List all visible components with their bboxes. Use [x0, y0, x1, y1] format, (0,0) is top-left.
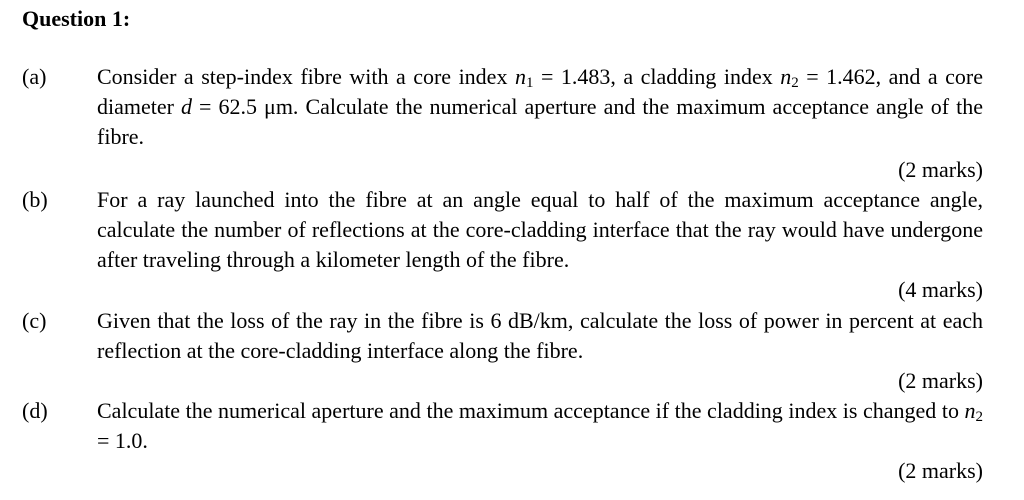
marks-b: (4 marks) — [898, 277, 983, 302]
variable-n2: n — [964, 398, 976, 423]
part-text: For a ray launched into the fibre at an angle equal to half of the maximum acceptance angle, calculate the number of reflections at the core-cladding interface that the ray would have undergone after traveling through a kilometer length of the fibre. — [97, 187, 983, 272]
marks-c: (2 marks) — [898, 368, 983, 393]
text-segment: = 1.483, a cladding index — [533, 64, 781, 89]
subscript: 1 — [525, 75, 534, 91]
subscript: 2 — [791, 75, 799, 91]
variable-n1: n — [514, 64, 526, 89]
part-text — [97, 396, 983, 456]
text-segment: Consider a step-index fibre with a core index — [97, 64, 515, 89]
marks-d: (2 marks) — [898, 458, 983, 483]
text-segment: = 62.5 μm. Calculate the numerical aperture and the maximum acceptance angle of the fibre. — [97, 94, 983, 149]
part-label: (c) — [22, 308, 47, 333]
part-text — [97, 62, 983, 152]
subscript: 2 — [975, 409, 983, 425]
part-label: (d) — [22, 398, 48, 423]
text-segment: = 1.0. — [97, 428, 148, 453]
text-segment: = 1.462, and a core diameter — [97, 64, 984, 119]
question-title: Question 1: — [22, 6, 131, 31]
part-label: (a) — [22, 64, 47, 89]
text-segment: Calculate the numerical aperture and the maximum acceptance if the cladding index is changed to — [97, 398, 965, 423]
marks-a: (2 marks) — [898, 157, 983, 182]
variable-d: d — [181, 94, 192, 119]
part-text: Given that the loss of the ray in the fibre is 6 dB/km, calculate the loss of power in percent at each reflection at the core-cladding interface along the fibre. — [97, 308, 983, 363]
part-label: (b) — [22, 187, 48, 212]
variable-n2: n — [780, 64, 792, 89]
